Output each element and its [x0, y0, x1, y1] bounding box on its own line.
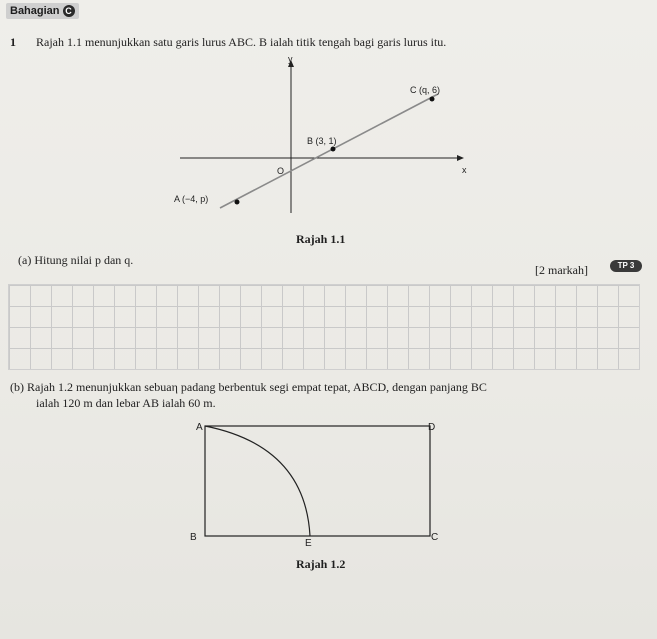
y-axis-label: y — [288, 54, 293, 64]
point-a-dot — [235, 200, 240, 205]
point-a-label: A (−4, p) — [174, 194, 209, 204]
label-e: E — [305, 538, 312, 546]
arc-ae — [205, 426, 310, 536]
section-badge: C — [63, 5, 75, 17]
label-c: C — [431, 532, 439, 543]
point-b-dot — [331, 147, 336, 152]
answer-grid[interactable] — [8, 284, 640, 370]
figure-1-1 — [160, 50, 480, 255]
label-d: D — [428, 422, 436, 433]
tp-badge: TP 3 — [610, 260, 642, 272]
x-axis-arrow — [457, 155, 464, 161]
rectangle-abcd — [205, 426, 430, 536]
question-intro: Rajah 1.1 menunjukkan satu garis lurus ABC. B ialah titik tengah bagi garis lurus itu. — [36, 35, 447, 49]
point-c-dot — [430, 97, 435, 102]
line-abc — [220, 94, 438, 208]
part-a-question: (a) Hitung nilai p dan q. — [18, 253, 134, 267]
part-b-line-2: ialah 120 m dan lebar AB ialah 60 m. — [36, 396, 216, 410]
coordinate-graph — [160, 50, 480, 250]
x-axis-label: x — [462, 165, 467, 175]
part-a-marks: [2 markah] — [535, 263, 588, 277]
label-b: B — [190, 532, 197, 543]
field-diagram — [185, 416, 455, 546]
figure-1-2 — [185, 416, 455, 551]
label-a: A — [196, 422, 203, 433]
section-tab — [6, 3, 79, 19]
section-label: Bahagian — [10, 5, 60, 17]
point-b-label: B (3, 1) — [307, 136, 337, 146]
point-c-label: C (q, 6) — [410, 85, 441, 95]
origin-label: O — [277, 166, 285, 176]
question-number: 1 — [10, 35, 16, 49]
part-b-line-1: (b) Rajah 1.2 menunjukkan sebuaη padang berbentuk segi empat tepat, ABCD, dengan panjang BC — [10, 380, 487, 394]
figure-1-2-caption: Rajah 1.2 — [296, 557, 346, 571]
figure-1-1-caption: Rajah 1.1 — [296, 232, 346, 246]
